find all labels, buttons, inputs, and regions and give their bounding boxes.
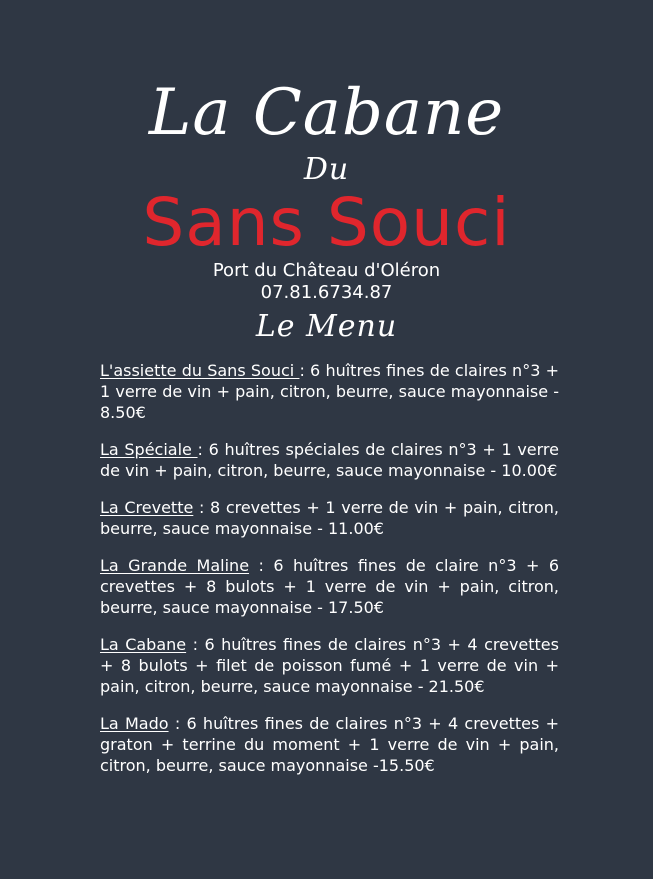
menu-item xyxy=(100,713,559,776)
menu-list xyxy=(100,360,559,792)
menu-item xyxy=(100,497,559,539)
menu-item-name: L'assiette du Sans Souci xyxy=(100,361,300,380)
menu-item xyxy=(100,439,559,481)
phone-number: 07.81.6734.87 xyxy=(260,282,393,303)
menu-item-description: : 6 huîtres fines de claire n°3 + 6 crevettes + 8 bulots + 1 verre de vin + pain, citron, beurre, sauce mayonnaise - 17.50€ xyxy=(100,556,560,617)
title-main: Sans Souci xyxy=(142,184,511,261)
menu-item xyxy=(100,634,559,697)
menu-item-description: : 8 crevettes + 1 verre de vin + pain, citron, beurre, sauce mayonnaise - 11.00€ xyxy=(100,498,559,538)
menu-item-name: La Cabane xyxy=(100,635,187,654)
menu-title: Le Menu xyxy=(255,309,398,344)
menu-item-description: : 6 huîtres fines de claires n°3 + 1 verre de vin + pain, citron, beurre, sauce mayonnaise - 8.50€ xyxy=(100,361,560,422)
menu-item-description: : 6 huîtres spéciales de claires n°3 + 1 verre de vin + pain, citron, beurre, sauce mayonnaise - 10.00€ xyxy=(100,440,559,480)
title-mid: Du xyxy=(303,152,350,187)
menu-item-name: La Mado xyxy=(100,714,169,733)
menu-item-description: : 6 huîtres fines de claires n°3 + 4 crevettes + graton + terrine du moment + 1 verre de vin + pain, citron, beurre, sauce mayonnaise -15.50€ xyxy=(100,714,560,775)
menu-item xyxy=(100,555,559,618)
menu-item-description: : 6 huîtres fines de claires n°3 + 4 crevettes + 8 bulots + filet de poisson fumé + 1 verre de vin + pain, citron, beurre, sauce mayonnaise - 21.50€ xyxy=(100,635,559,696)
location-text: Port du Château d'Oléron xyxy=(212,260,441,281)
menu-item-name: La Crevette xyxy=(100,498,194,517)
menu-item-name: La Grande Maline xyxy=(100,556,250,575)
menu-item-name: La Spéciale xyxy=(100,440,198,459)
menu-item xyxy=(100,360,559,423)
title-top: La Cabane xyxy=(148,76,505,150)
